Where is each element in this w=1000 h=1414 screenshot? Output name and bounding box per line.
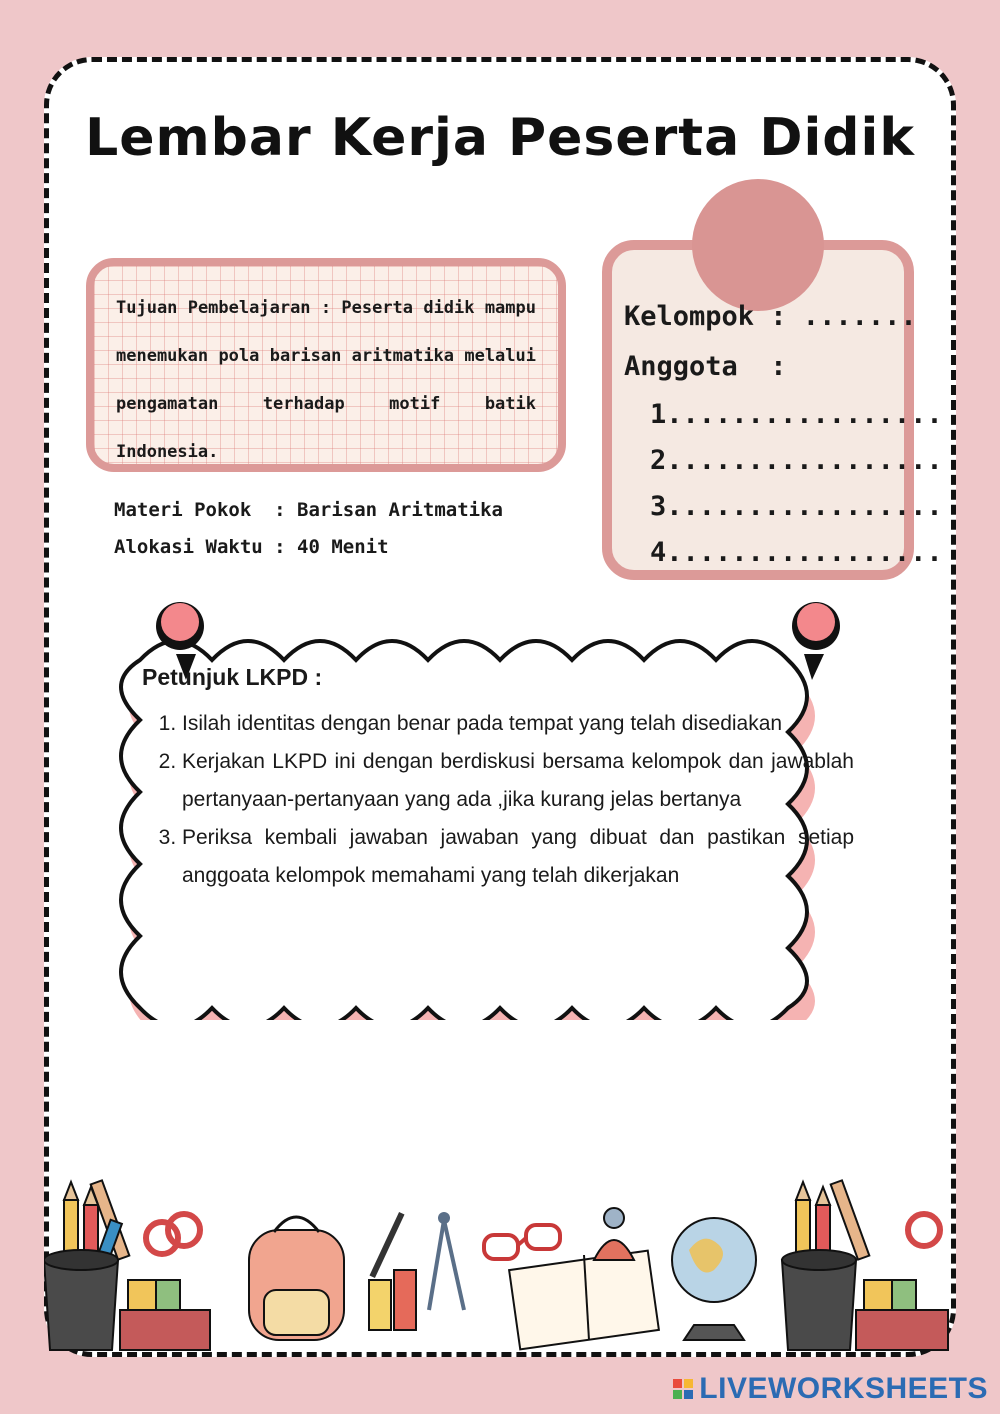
school-supplies-illustration: [44, 1160, 956, 1360]
globe-icon: [672, 1218, 756, 1340]
learning-objective-box: [86, 258, 566, 472]
kelompok-field[interactable]: Kelompok : .......: [624, 301, 917, 332]
pencil-cup-left-icon: [44, 1180, 210, 1350]
paint-tubes-icon: [369, 1212, 416, 1330]
instructions: [142, 664, 854, 895]
liveworksheets-logo-icon: [673, 1379, 693, 1399]
page-title: Lembar Kerja Peserta Didik: [85, 108, 915, 168]
instruction-item: 3. Periksa kembali jawaban jawaban yang dibuat dan pastikan setiap anggoata kelompok memahami yang telah dikerjakan: [182, 819, 854, 895]
materi-pokok-label: Materi Pokok :: [114, 499, 286, 521]
brand-text: LIVEWORKSHEETS: [699, 1372, 988, 1405]
instruction-item: 1. Isilah identitas dengan benar pada tempat yang telah disediakan: [182, 705, 854, 743]
instructions-title: Petunjuk LKPD :: [142, 664, 323, 690]
member-field-3[interactable]: 3.................: [650, 491, 943, 522]
materi-pokok-value: Barisan Aritmatika: [297, 499, 503, 521]
learning-objective-text: Tujuan Pembelajaran : Peserta didik mampu menemukan pola barisan aritmatika melalui pengamatan terhadap motif batik Indonesia.: [116, 298, 536, 462]
alokasi-waktu-row: [114, 529, 503, 566]
member-field-4[interactable]: 4.................: [650, 537, 943, 568]
pencil-cup-right-icon: [782, 1180, 948, 1350]
alokasi-waktu-label: Alokasi Waktu :: [114, 536, 286, 558]
subject-info: [114, 492, 503, 566]
compass-icon: [429, 1212, 464, 1310]
instruction-item: 2. Kerjakan LKPD ini dengan berdiskusi bersama kelompok dan jawablah pertanyaan-pertanyaan yang ada ,jika kurang jelas bertanya: [182, 743, 854, 819]
bell-icon: [594, 1208, 634, 1260]
backpack-icon: [249, 1217, 344, 1340]
alokasi-waktu-value: 40 Menit: [297, 536, 389, 558]
glasses-icon: [484, 1225, 560, 1259]
liveworksheets-brand[interactable]: [673, 1372, 988, 1406]
materi-pokok-row: [114, 492, 503, 529]
notebook-icon: [509, 1251, 659, 1350]
group-card-text: [624, 292, 943, 576]
anggota-label: Anggota :: [624, 351, 787, 382]
member-field-2[interactable]: 2.................: [650, 445, 943, 476]
instructions-list: [142, 705, 854, 895]
member-field-1[interactable]: 1.................: [650, 399, 943, 430]
